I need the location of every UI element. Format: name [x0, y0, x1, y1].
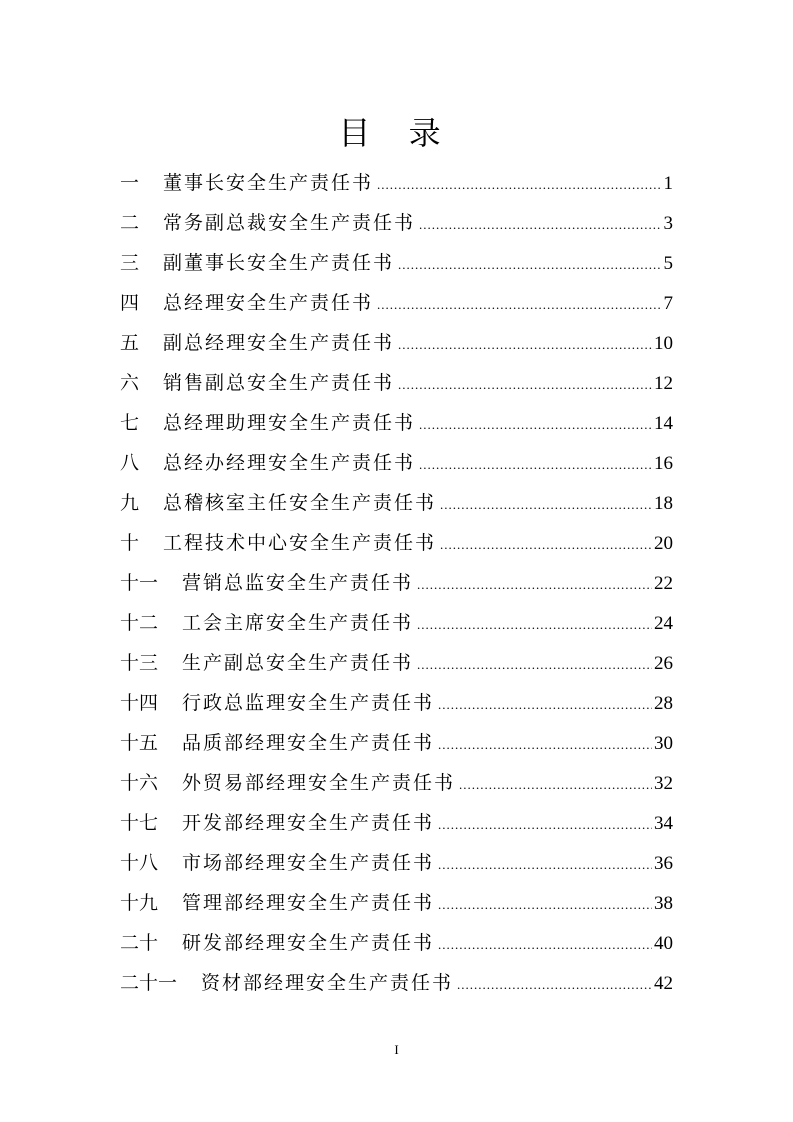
entry-title: 常务副总裁安全生产责任书 [163, 212, 416, 234]
entry-page: 3 [663, 213, 673, 234]
entry-number: 四 [120, 292, 140, 314]
dot-leader [419, 210, 661, 240]
toc-entry[interactable] [120, 168, 673, 208]
entry-number: 十五 [120, 732, 159, 754]
entry-number: 十八 [120, 852, 159, 874]
entry-title: 总经办经理安全生产责任书 [163, 452, 416, 474]
dot-leader [438, 930, 652, 960]
entry-page: 38 [654, 893, 673, 914]
dot-leader [417, 610, 652, 640]
entry-number: 十 [120, 532, 140, 554]
entry-title: 营销总监安全生产责任书 [182, 572, 414, 594]
dot-leader [417, 650, 652, 680]
page-title: 目 录 [338, 114, 455, 152]
entry-title: 行政总监理安全生产责任书 [182, 692, 435, 714]
toc-entry[interactable] [120, 288, 673, 328]
dot-leader [398, 330, 652, 360]
entry-page: 22 [654, 573, 673, 594]
entry-title: 品质部经理安全生产责任书 [182, 732, 435, 754]
entry-number: 十六 [120, 772, 159, 794]
page-number-footer: I [394, 1042, 399, 1057]
toc-entry[interactable] [120, 448, 673, 488]
dot-leader [398, 250, 661, 280]
toc-entry[interactable] [120, 248, 673, 288]
dot-leader [419, 450, 652, 480]
entry-title: 工会主席安全生产责任书 [182, 612, 414, 634]
toc-entry[interactable] [120, 888, 673, 928]
dot-leader [438, 890, 652, 920]
entry-page: 10 [654, 333, 673, 354]
entry-title: 董事长安全生产责任书 [163, 172, 374, 194]
entry-page: 32 [654, 773, 673, 794]
toc-entry[interactable] [120, 848, 673, 888]
entry-title: 总经理安全生产责任书 [163, 292, 374, 314]
entry-page: 26 [654, 653, 673, 674]
entry-number: 十四 [120, 692, 159, 714]
entry-number: 十三 [120, 652, 159, 674]
entry-page: 34 [654, 813, 673, 834]
entry-title: 副总经理安全生产责任书 [163, 332, 395, 354]
dot-leader [377, 170, 661, 200]
entry-title: 副董事长安全生产责任书 [163, 252, 395, 274]
entry-number: 六 [120, 372, 140, 394]
entry-number: 十一 [120, 572, 159, 594]
entry-title: 市场部经理安全生产责任书 [182, 852, 435, 874]
entry-page: 20 [654, 533, 673, 554]
toc-entry[interactable] [120, 968, 673, 1008]
entry-title: 工程技术中心安全生产责任书 [163, 532, 437, 554]
dot-leader [440, 530, 652, 560]
dot-leader [438, 850, 652, 880]
toc-entry[interactable] [120, 688, 673, 728]
entry-page: 36 [654, 853, 673, 874]
toc-entry[interactable] [120, 528, 673, 568]
entry-page: 42 [654, 973, 673, 994]
dot-leader [438, 730, 652, 760]
dot-leader [438, 810, 652, 840]
entry-page: 12 [654, 373, 673, 394]
dot-leader [398, 370, 652, 400]
entry-number: 二十一 [120, 972, 178, 994]
dot-leader [457, 970, 652, 1000]
entry-number: 五 [120, 332, 140, 354]
toc-entry[interactable] [120, 648, 673, 688]
toc-entry[interactable] [120, 368, 673, 408]
toc-entry[interactable] [120, 208, 673, 248]
entry-title: 生产副总安全生产责任书 [182, 652, 414, 674]
dot-leader [419, 410, 652, 440]
entry-title: 总稽核室主任安全生产责任书 [163, 492, 437, 514]
entry-number: 十九 [120, 892, 159, 914]
entry-number: 九 [120, 492, 140, 514]
entry-number: 十七 [120, 812, 159, 834]
entry-page: 24 [654, 613, 673, 634]
dot-leader [417, 570, 652, 600]
entry-number: 一 [120, 172, 140, 194]
entry-number: 八 [120, 452, 140, 474]
toc-entry[interactable] [120, 928, 673, 968]
toc-entry[interactable] [120, 328, 673, 368]
entry-number: 二十 [120, 932, 159, 954]
dot-leader [440, 490, 652, 520]
entry-page: 18 [654, 493, 673, 514]
entry-title: 总经理助理安全生产责任书 [163, 412, 416, 434]
toc-entry[interactable] [120, 568, 673, 608]
table-of-contents [120, 168, 673, 1008]
entry-title: 资材部经理安全生产责任书 [201, 972, 454, 994]
entry-page: 40 [654, 933, 673, 954]
entry-title: 管理部经理安全生产责任书 [182, 892, 435, 914]
toc-entry[interactable] [120, 728, 673, 768]
toc-entry[interactable] [120, 608, 673, 648]
entry-page: 16 [654, 453, 673, 474]
entry-number: 三 [120, 252, 140, 274]
entry-title: 外贸易部经理安全生产责任书 [182, 772, 456, 794]
toc-entry[interactable] [120, 488, 673, 528]
entry-title: 研发部经理安全生产责任书 [182, 932, 435, 954]
entry-number: 七 [120, 412, 140, 434]
entry-number: 十二 [120, 612, 159, 634]
toc-entry[interactable] [120, 808, 673, 848]
entry-page: 1 [663, 173, 673, 194]
entry-page: 14 [654, 413, 673, 434]
entry-page: 7 [663, 293, 673, 314]
dot-leader [459, 770, 652, 800]
entry-page: 30 [654, 733, 673, 754]
entry-title: 销售副总安全生产责任书 [163, 372, 395, 394]
entry-title: 开发部经理安全生产责任书 [182, 812, 435, 834]
entry-number: 二 [120, 212, 140, 234]
toc-entry[interactable] [120, 768, 673, 808]
toc-entry[interactable] [120, 408, 673, 448]
entry-page: 5 [663, 253, 673, 274]
entry-page: 28 [654, 693, 673, 714]
dot-leader [438, 690, 652, 720]
dot-leader [377, 290, 661, 320]
